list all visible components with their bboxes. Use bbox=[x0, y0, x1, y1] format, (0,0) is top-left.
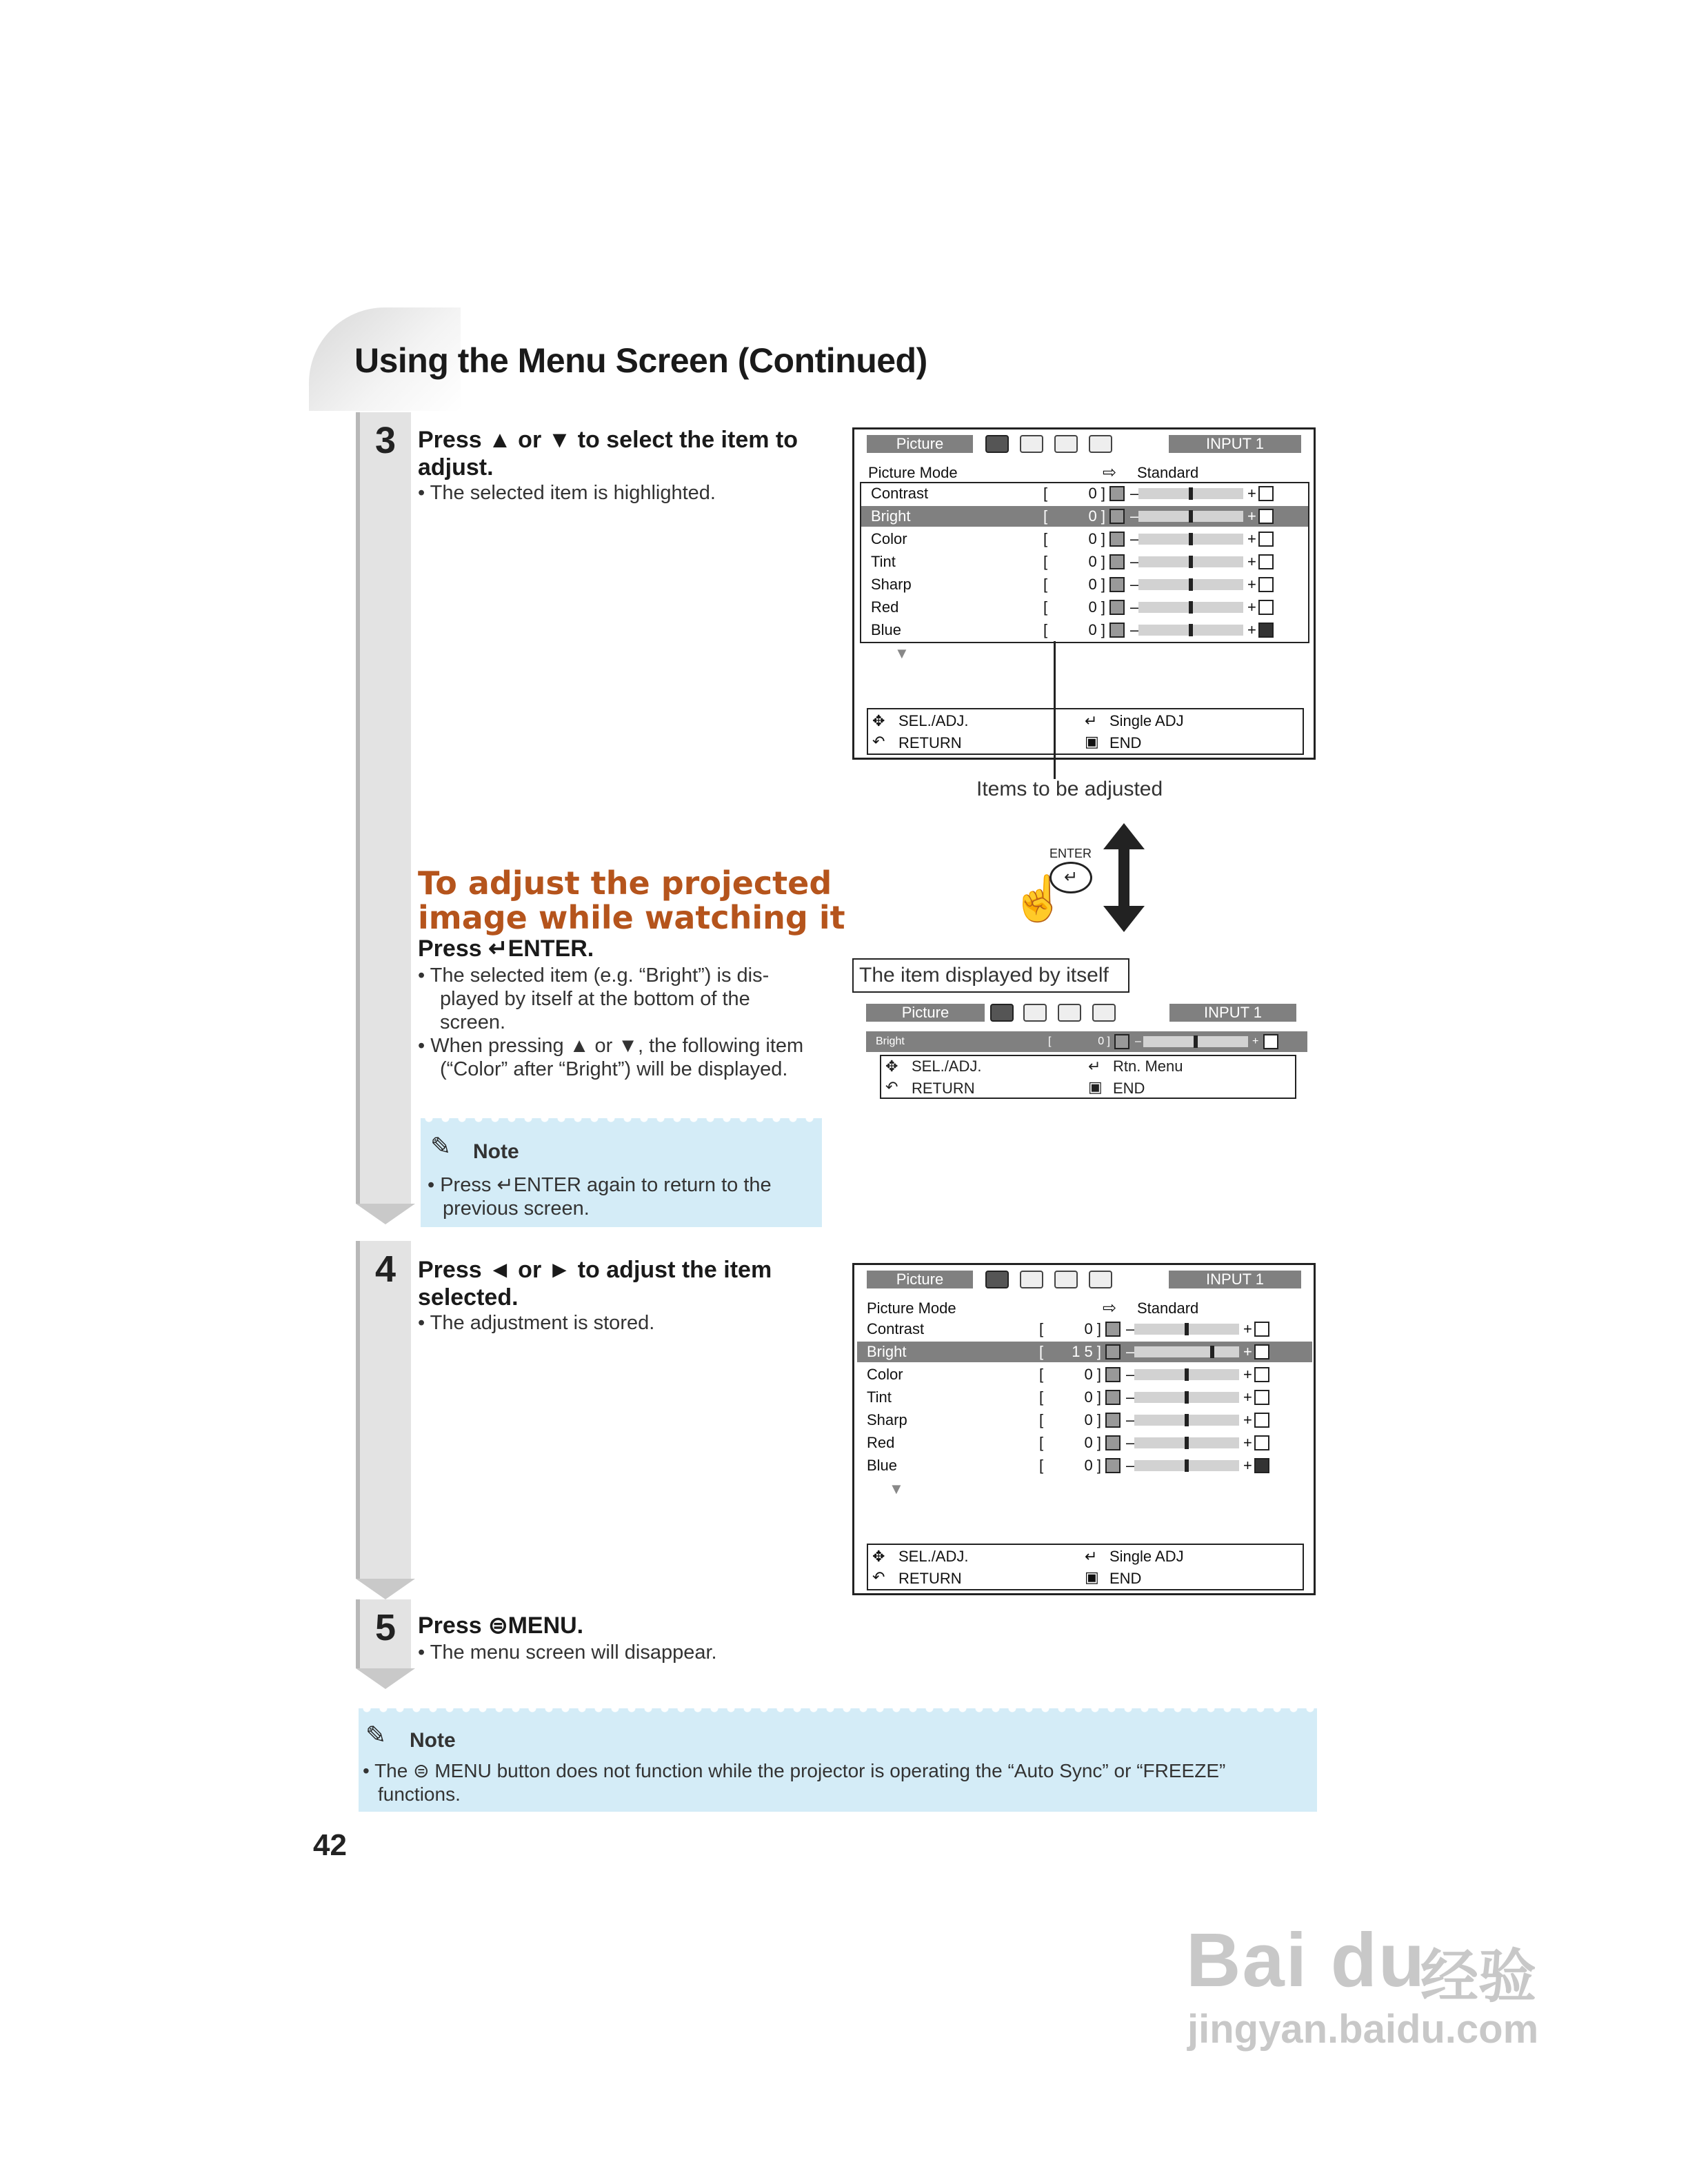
item-label: Tint bbox=[867, 1388, 892, 1406]
bracket-open: [ bbox=[1043, 598, 1048, 616]
adjust-item-row[interactable] bbox=[861, 529, 1308, 549]
adjust-slider[interactable] bbox=[1134, 1415, 1239, 1426]
scroll-down-icon[interactable]: ▼ bbox=[894, 645, 910, 662]
adjust-item-row[interactable] bbox=[857, 1342, 1312, 1362]
enter-icon: ↵ bbox=[1088, 1058, 1101, 1075]
return-label: RETURN bbox=[898, 734, 962, 751]
swatch-max-icon bbox=[1254, 1458, 1269, 1473]
plus-icon: + bbox=[1247, 621, 1256, 638]
adjust-slider[interactable] bbox=[1134, 1437, 1239, 1448]
step-number: 4 bbox=[374, 1248, 396, 1290]
swatch-min-icon bbox=[1109, 577, 1125, 592]
step-4-bullet: • The adjustment is stored. bbox=[418, 1312, 655, 1334]
item-label: Red bbox=[871, 598, 899, 616]
input-indicator: INPUT 1 bbox=[1169, 435, 1301, 453]
slider-knob[interactable] bbox=[1185, 1323, 1189, 1335]
slider-knob[interactable] bbox=[1189, 510, 1193, 523]
swatch-max-icon bbox=[1263, 1034, 1278, 1049]
arrow-right-icon: ⇨ bbox=[1103, 463, 1117, 482]
swatch-min-icon bbox=[1109, 486, 1125, 501]
swatch-max-icon bbox=[1258, 554, 1274, 569]
plus-icon: + bbox=[1247, 485, 1256, 502]
bracket-open: [ bbox=[1043, 576, 1048, 593]
slider-knob[interactable] bbox=[1189, 624, 1193, 636]
swatch-min-icon bbox=[1109, 509, 1125, 524]
bracket-open: [ bbox=[1043, 507, 1048, 525]
note-line: functions. bbox=[378, 1783, 461, 1805]
enter-button-icon: ↵ bbox=[1049, 862, 1092, 893]
picture-tab-icon[interactable] bbox=[990, 1004, 1014, 1022]
note-line: • Press ↵ENTER again to return to the bbox=[428, 1174, 772, 1196]
item-value: 0 ] bbox=[1088, 621, 1105, 638]
bracket-open: [ bbox=[1039, 1388, 1044, 1406]
menu-screen-1 bbox=[852, 427, 1316, 760]
bracket-open: [ bbox=[1043, 553, 1048, 570]
plus-icon: + bbox=[1247, 530, 1256, 547]
options-tab-icon[interactable] bbox=[1092, 1004, 1116, 1022]
bracket-open: [ bbox=[1043, 621, 1048, 638]
note-line: • The ⊜ MENU button does not function while the projector is operating the “Auto Sync” or “FREEZE” bbox=[363, 1760, 1226, 1781]
item-value: 0 ] bbox=[1088, 553, 1105, 570]
end-label: END bbox=[1113, 1080, 1145, 1097]
bracket-open: [ bbox=[1039, 1343, 1044, 1360]
end-label: END bbox=[1109, 1570, 1142, 1587]
adjust-item-row[interactable] bbox=[866, 1031, 1307, 1052]
callout-line bbox=[1054, 641, 1056, 779]
swatch-max-icon bbox=[1258, 623, 1274, 638]
swatch-max-icon bbox=[1254, 1390, 1269, 1405]
press-enter-heading: Press ↵ENTER. bbox=[418, 936, 594, 962]
plus-icon: + bbox=[1247, 553, 1256, 570]
slider-knob[interactable] bbox=[1185, 1368, 1189, 1381]
return-label: RETURN bbox=[898, 1570, 962, 1587]
picture-mode-label: Picture Mode bbox=[868, 464, 958, 481]
adjust-slider[interactable] bbox=[1138, 511, 1243, 522]
minus-icon: – bbox=[1126, 1343, 1135, 1360]
item-label: Red bbox=[867, 1434, 895, 1451]
adjust-slider[interactable] bbox=[1138, 602, 1243, 613]
setup-tab-icon[interactable] bbox=[1054, 1271, 1078, 1288]
slider-knob[interactable] bbox=[1210, 1346, 1214, 1358]
swatch-max-icon bbox=[1254, 1322, 1269, 1337]
minus-icon: – bbox=[1126, 1457, 1135, 1474]
tab-picture[interactable]: Picture bbox=[867, 435, 973, 453]
item-label: Bright bbox=[871, 507, 911, 525]
swatch-max-icon bbox=[1254, 1344, 1269, 1359]
menu-footer bbox=[867, 1544, 1304, 1590]
plus-icon: + bbox=[1247, 598, 1256, 616]
swatch-min-icon bbox=[1114, 1034, 1129, 1049]
slider-knob[interactable] bbox=[1185, 1391, 1189, 1404]
scroll-down-icon[interactable]: ▼ bbox=[889, 1480, 904, 1497]
step-3-tab bbox=[356, 412, 411, 1204]
sel-adj-icon: ✥ bbox=[872, 1548, 885, 1565]
swatch-min-icon bbox=[1105, 1458, 1121, 1473]
plus-icon: + bbox=[1243, 1411, 1252, 1428]
adjust-item-row[interactable] bbox=[861, 483, 1308, 504]
swatch-max-icon bbox=[1254, 1367, 1269, 1382]
item-label: Tint bbox=[871, 553, 896, 570]
menu-icon: ▣ bbox=[1085, 733, 1099, 750]
watermark-url: jingyan.baidu.com bbox=[1187, 2007, 1539, 2052]
step-5-heading: Press ⊜MENU. bbox=[418, 1612, 584, 1639]
note-box-inline bbox=[421, 1118, 822, 1227]
picture-tab-icon[interactable] bbox=[985, 1271, 1009, 1288]
item-value: 0 ] bbox=[1084, 1366, 1101, 1383]
item-label: Sharp bbox=[867, 1411, 907, 1428]
step-5-bullet: • The menu screen will disappear. bbox=[418, 1641, 717, 1664]
minus-icon: – bbox=[1130, 507, 1139, 525]
minus-icon: – bbox=[1126, 1411, 1135, 1428]
adjust-item-row[interactable] bbox=[861, 506, 1308, 527]
item-value: 0 ] bbox=[1084, 1320, 1101, 1337]
swatch-min-icon bbox=[1105, 1413, 1121, 1428]
adjust-slider[interactable] bbox=[1138, 556, 1243, 567]
minus-icon: – bbox=[1130, 485, 1139, 502]
item-value: 0 ] bbox=[1088, 598, 1105, 616]
item-value: 0 ] bbox=[1088, 530, 1105, 547]
setup-tab-icon[interactable] bbox=[1054, 435, 1078, 453]
step-number: 5 bbox=[374, 1607, 396, 1648]
input-indicator: INPUT 1 bbox=[1169, 1271, 1301, 1288]
sel-adj-label: SEL./ADJ. bbox=[912, 1058, 982, 1075]
slider-knob[interactable] bbox=[1185, 1459, 1189, 1472]
menu-footer bbox=[880, 1055, 1296, 1099]
audio-tab-icon[interactable] bbox=[1023, 1004, 1047, 1022]
swatch-max-icon bbox=[1258, 509, 1274, 524]
pencil-icon: ✎ bbox=[365, 1721, 387, 1749]
minus-icon: – bbox=[1130, 621, 1139, 638]
options-tab-icon[interactable] bbox=[1089, 435, 1112, 453]
item-value: 0 ] bbox=[1084, 1411, 1101, 1428]
plus-icon: + bbox=[1252, 1035, 1259, 1047]
swatch-max-icon bbox=[1258, 577, 1274, 592]
pencil-icon: ✎ bbox=[430, 1132, 452, 1160]
options-tab-icon[interactable] bbox=[1089, 1271, 1112, 1288]
swatch-min-icon bbox=[1105, 1435, 1121, 1450]
tab-picture[interactable]: Picture bbox=[866, 1004, 985, 1022]
swatch-min-icon bbox=[1105, 1390, 1121, 1405]
menu-footer bbox=[867, 708, 1304, 755]
adjust-slider[interactable] bbox=[1134, 1324, 1239, 1335]
arrow-right-icon: ⇨ bbox=[1103, 1299, 1117, 1317]
swatch-max-icon bbox=[1258, 486, 1274, 501]
minus-icon: – bbox=[1130, 530, 1139, 547]
adjust-item-row[interactable] bbox=[861, 620, 1308, 640]
adjust-item-row[interactable] bbox=[857, 1433, 1312, 1453]
plus-icon: + bbox=[1243, 1320, 1252, 1337]
sel-adj-icon: ✥ bbox=[885, 1058, 898, 1075]
step-3-heading: Press ▲ or ▼ to select the item to adjust. bbox=[418, 427, 798, 481]
audio-tab-icon[interactable] bbox=[1020, 1271, 1043, 1288]
menu-screen-2 bbox=[866, 1004, 1310, 1100]
swatch-min-icon bbox=[1109, 532, 1125, 547]
minus-icon: – bbox=[1130, 576, 1139, 593]
step-number: 3 bbox=[374, 420, 396, 461]
enter-label: ENTER bbox=[1049, 847, 1092, 860]
picture-mode-value[interactable]: Standard bbox=[1137, 464, 1199, 481]
input-indicator: INPUT 1 bbox=[1169, 1004, 1296, 1022]
swatch-max-icon bbox=[1254, 1413, 1269, 1428]
tab-picture[interactable]: Picture bbox=[867, 1271, 973, 1288]
single-item-row bbox=[866, 1031, 1307, 1052]
item-by-itself-caption-box bbox=[852, 958, 1129, 993]
section-heading: To adjust the projected image while watching it bbox=[418, 865, 845, 936]
minus-icon: – bbox=[1126, 1434, 1135, 1451]
setup-tab-icon[interactable] bbox=[1058, 1004, 1081, 1022]
adjust-item-row[interactable] bbox=[861, 574, 1308, 595]
return-label: RETURN bbox=[912, 1080, 975, 1097]
adjust-items-list bbox=[860, 482, 1309, 643]
item-label: Blue bbox=[871, 621, 902, 638]
swatch-min-icon bbox=[1109, 623, 1125, 638]
slider-knob[interactable] bbox=[1185, 1437, 1189, 1449]
menu-screen-3 bbox=[852, 1263, 1316, 1595]
adjust-slider[interactable] bbox=[1134, 1346, 1239, 1357]
item-label: Contrast bbox=[871, 485, 929, 502]
adjust-slider[interactable] bbox=[1138, 625, 1243, 636]
enter-button-illustration bbox=[1008, 818, 1174, 935]
adjust-slider[interactable] bbox=[1138, 534, 1243, 545]
page-title: Using the Menu Screen (Continued) bbox=[354, 341, 927, 380]
section-bullets: • The selected item (e.g. “Bright”) is dis- played by itself at the bottom of the screen. • When pressing ▲ or ▼, the following item (“Color” after “Bright”) will be displayed. bbox=[418, 964, 804, 1080]
adjust-slider[interactable] bbox=[1134, 1369, 1239, 1380]
enter-icon: ↵ bbox=[1085, 712, 1098, 729]
step-3-bullet: • The selected item is highlighted. bbox=[418, 482, 716, 504]
plus-icon: + bbox=[1243, 1366, 1252, 1383]
step-4-heading: Press ◄ or ► to adjust the item selected. bbox=[418, 1257, 772, 1311]
note-title: Note bbox=[473, 1140, 519, 1163]
adjust-item-row[interactable] bbox=[857, 1455, 1312, 1476]
slider-knob[interactable] bbox=[1194, 1035, 1198, 1048]
item-value: 0 ] bbox=[1098, 1035, 1110, 1047]
single-adj-label: Single ADJ bbox=[1109, 712, 1184, 729]
item-value: 0 ] bbox=[1084, 1388, 1101, 1406]
return-icon: ↶ bbox=[885, 1078, 898, 1095]
item-label: Blue bbox=[867, 1457, 898, 1474]
slider-knob[interactable] bbox=[1189, 578, 1193, 591]
minus-icon: – bbox=[1126, 1320, 1135, 1337]
end-label: END bbox=[1109, 734, 1142, 751]
item-value: 1 5 ] bbox=[1072, 1343, 1101, 1360]
page-number: 42 bbox=[313, 1828, 347, 1862]
adjust-slider[interactable] bbox=[1138, 488, 1243, 499]
adjust-item-row[interactable] bbox=[861, 597, 1308, 618]
bracket-open: [ bbox=[1043, 485, 1048, 502]
note-box-bottom bbox=[359, 1708, 1317, 1812]
swatch-max-icon bbox=[1258, 532, 1274, 547]
slider-knob[interactable] bbox=[1189, 533, 1193, 545]
swatch-min-icon bbox=[1105, 1344, 1121, 1359]
return-icon: ↶ bbox=[872, 1568, 885, 1586]
adjust-slider[interactable] bbox=[1138, 579, 1243, 590]
items-adjusted-caption: Items to be adjusted bbox=[976, 778, 1163, 800]
picture-tab-icon[interactable] bbox=[985, 435, 1009, 453]
adjust-items-list bbox=[857, 1319, 1312, 1477]
plus-icon: + bbox=[1247, 576, 1256, 593]
return-icon: ↶ bbox=[872, 733, 885, 750]
sel-adj-label: SEL./ADJ. bbox=[898, 712, 969, 729]
swatch-min-icon bbox=[1105, 1322, 1121, 1337]
item-label: Sharp bbox=[871, 576, 912, 593]
note-line: previous screen. bbox=[443, 1197, 590, 1220]
item-value: 0 ] bbox=[1088, 507, 1105, 525]
audio-tab-icon[interactable] bbox=[1020, 435, 1043, 453]
swatch-min-icon bbox=[1109, 554, 1125, 569]
plus-icon: + bbox=[1243, 1388, 1252, 1406]
up-arrow-icon bbox=[1103, 823, 1145, 849]
bracket-open: [ bbox=[1039, 1366, 1044, 1383]
adjust-item-row[interactable] bbox=[857, 1387, 1312, 1408]
bracket-open: [ bbox=[1039, 1320, 1044, 1337]
slider-knob[interactable] bbox=[1185, 1414, 1189, 1426]
adjust-item-row[interactable] bbox=[857, 1410, 1312, 1430]
swatch-max-icon bbox=[1258, 600, 1274, 615]
adjust-slider[interactable] bbox=[1143, 1036, 1248, 1047]
item-label: Bright bbox=[867, 1343, 907, 1360]
plus-icon: + bbox=[1247, 507, 1256, 525]
item-value: 0 ] bbox=[1088, 576, 1105, 593]
item-label: Contrast bbox=[867, 1320, 925, 1337]
item-value: 0 ] bbox=[1088, 485, 1105, 502]
bracket-open: [ bbox=[1048, 1035, 1052, 1047]
slider-knob[interactable] bbox=[1189, 601, 1193, 614]
plus-icon: + bbox=[1243, 1343, 1252, 1360]
plus-icon: + bbox=[1243, 1457, 1252, 1474]
arrow-shaft bbox=[1118, 848, 1129, 907]
item-value: 0 ] bbox=[1084, 1434, 1101, 1451]
item-label: Color bbox=[871, 530, 907, 547]
minus-icon: – bbox=[1126, 1388, 1135, 1406]
hand-pointer-icon: ☝ bbox=[1011, 873, 1066, 923]
adjust-slider[interactable] bbox=[1134, 1392, 1239, 1403]
minus-icon: – bbox=[1130, 598, 1139, 616]
item-by-itself-caption: The item displayed by itself bbox=[859, 964, 1109, 987]
swatch-max-icon bbox=[1254, 1435, 1269, 1450]
step-5-tab bbox=[356, 1599, 411, 1668]
sel-adj-icon: ✥ bbox=[872, 712, 885, 729]
watermark-brand: Bai du bbox=[1186, 1918, 1427, 2003]
swatch-min-icon bbox=[1105, 1367, 1121, 1382]
minus-icon: – bbox=[1130, 553, 1139, 570]
adjust-item-row[interactable] bbox=[861, 552, 1308, 572]
menu-icon: ▣ bbox=[1085, 1568, 1099, 1586]
note-title: Note bbox=[410, 1729, 456, 1752]
item-value: 0 ] bbox=[1084, 1457, 1101, 1474]
adjust-item-row[interactable] bbox=[857, 1364, 1312, 1385]
bracket-open: [ bbox=[1043, 530, 1048, 547]
step-4-tab bbox=[356, 1241, 411, 1579]
watermark-cn: 经验 bbox=[1420, 1944, 1537, 2009]
adjust-item-row[interactable] bbox=[857, 1319, 1312, 1339]
minus-icon: – bbox=[1126, 1366, 1135, 1383]
swatch-min-icon bbox=[1109, 600, 1125, 615]
plus-icon: + bbox=[1243, 1434, 1252, 1451]
slider-knob[interactable] bbox=[1189, 487, 1193, 500]
picture-mode-value[interactable]: Standard bbox=[1137, 1300, 1199, 1317]
item-label: Color bbox=[867, 1366, 903, 1383]
menu-icon: ▣ bbox=[1088, 1078, 1103, 1095]
bracket-open: [ bbox=[1039, 1457, 1044, 1474]
bracket-open: [ bbox=[1039, 1434, 1044, 1451]
picture-mode-label: Picture Mode bbox=[867, 1300, 956, 1317]
minus-icon: – bbox=[1135, 1035, 1141, 1047]
enter-icon: ↵ bbox=[1085, 1548, 1098, 1565]
adjust-slider[interactable] bbox=[1134, 1460, 1239, 1471]
down-arrow-icon bbox=[1103, 906, 1145, 932]
single-adj-label: Single ADJ bbox=[1109, 1548, 1184, 1565]
slider-knob[interactable] bbox=[1189, 556, 1193, 568]
bracket-open: [ bbox=[1039, 1411, 1044, 1428]
rtn-menu-label: Rtn. Menu bbox=[1113, 1058, 1183, 1075]
item-label: Bright bbox=[876, 1035, 905, 1047]
sel-adj-label: SEL./ADJ. bbox=[898, 1548, 969, 1565]
